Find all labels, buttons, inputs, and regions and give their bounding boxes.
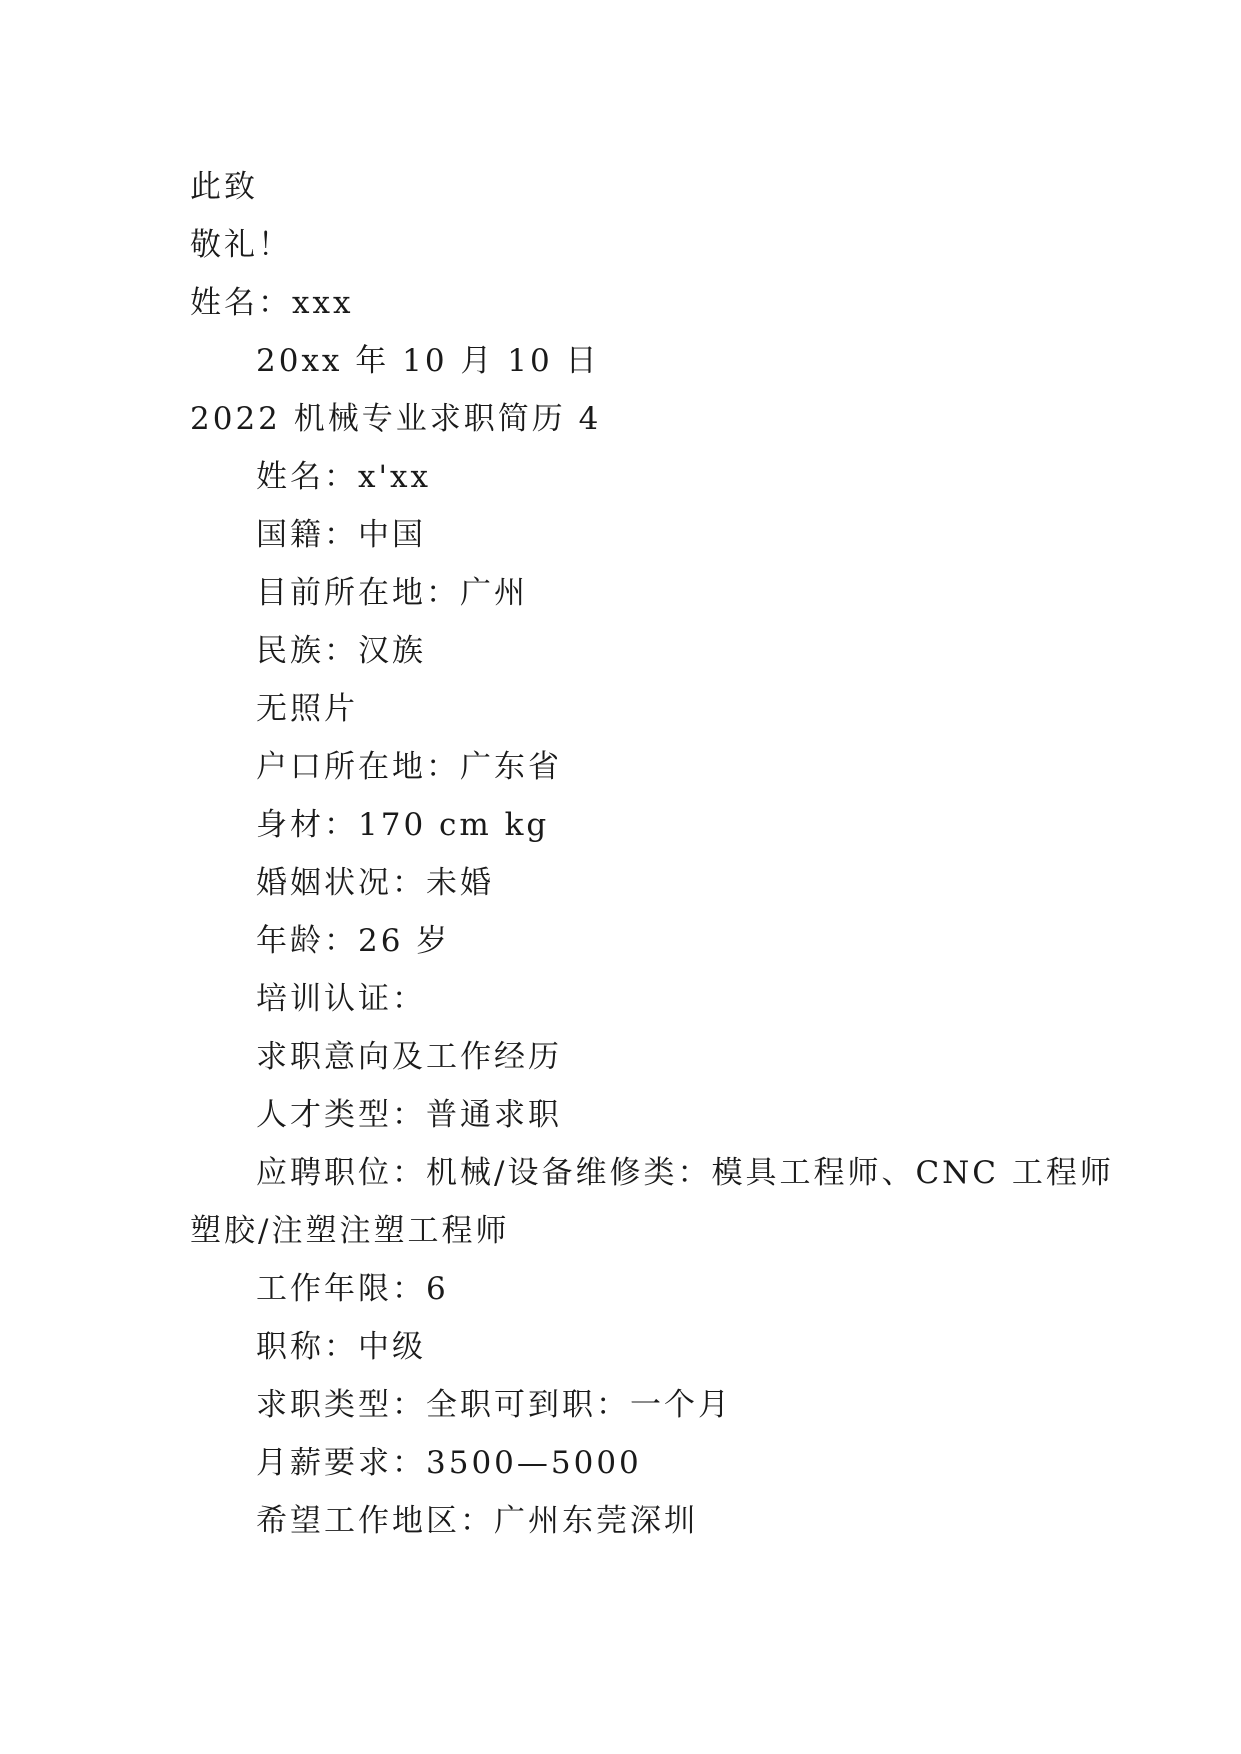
field-applied-position: 应聘职位：机械/设备维修类：模具工程师、CNC 工程师 [256,1155,1114,1191]
field-age: 年龄：26 岁 [256,923,451,959]
field-salary: 月薪要求：3500—5000 [256,1445,642,1481]
field-household-registration: 户口所在地：广东省 [256,749,562,785]
resume-title: 2022 机械专业求职简历 4 [190,401,602,437]
field-talent-type: 人才类型：普通求职 [256,1097,562,1133]
field-nationality: 国籍：中国 [256,517,426,553]
closing-date: 20xx 年 10 月 10 日 [256,343,600,379]
field-ethnicity: 民族：汉族 [256,633,426,669]
closing-line-2: 敬礼！ [190,227,292,263]
field-applied-position-continued: 塑胶/注塑注塑工程师 [190,1213,510,1249]
field-name: 姓名：x'xx [256,459,431,495]
field-work-years: 工作年限：6 [256,1271,449,1307]
closing-name: 姓名：xxx [190,285,354,321]
field-certification: 培训认证： [256,981,426,1017]
field-current-location: 目前所在地：广州 [256,575,528,611]
field-figure: 身材：170 cm kg [256,807,550,843]
field-job-type: 求职类型：全职可到职：一个月 [256,1387,732,1423]
field-photo: 无照片 [256,691,358,727]
document-body [190,158,1114,1550]
field-marital-status: 婚姻状况：未婚 [256,865,494,901]
section-job-intention: 求职意向及工作经历 [256,1039,562,1075]
field-title: 职称：中级 [256,1329,426,1365]
closing-line-1: 此致 [190,169,258,205]
field-desired-location: 希望工作地区：广州东莞深圳 [256,1503,698,1539]
